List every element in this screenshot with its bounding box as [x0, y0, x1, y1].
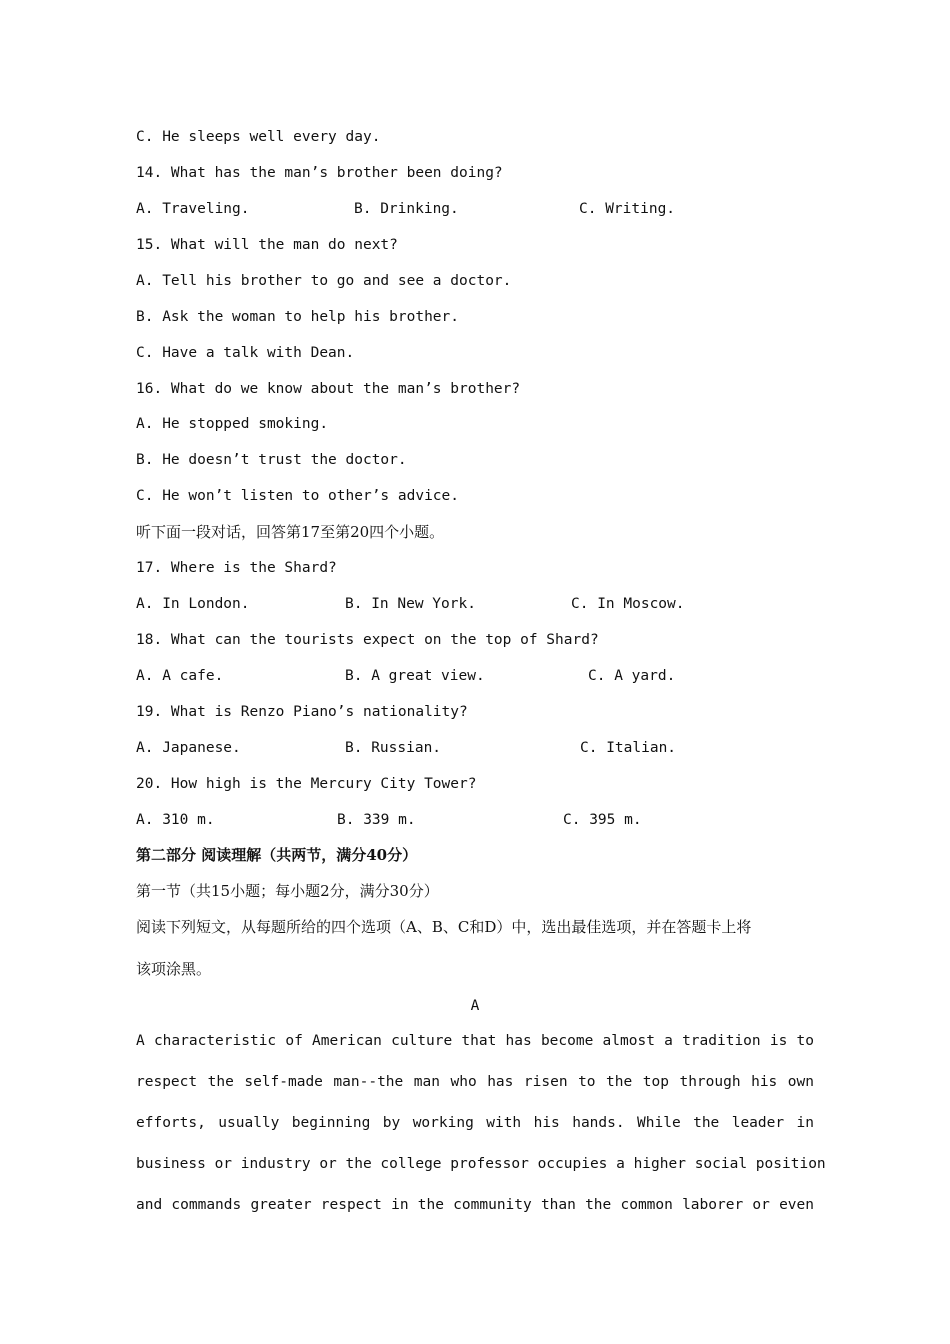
- passage-line: and commands greater respect in the community than the common laborer or even: [136, 1197, 814, 1213]
- q19-option-a: A. Japanese.: [136, 740, 241, 756]
- q16-question: 16. What do we know about the man’s brother?: [136, 381, 521, 397]
- q20-question: 20. How high is the Mercury City Tower?: [136, 776, 477, 792]
- q15-option-c: C. Have a talk with Dean.: [136, 345, 355, 361]
- passage-line: efforts, usually beginning by working with his hands. While the leader in: [136, 1115, 814, 1131]
- q16-option-c: C. He won’t listen to other’s advice.: [136, 488, 460, 504]
- q18-question: 18. What can the tourists expect on the top of Shard?: [136, 632, 599, 648]
- q17-option-a: A. In London.: [136, 596, 250, 612]
- q19-option-c: C. Italian.: [580, 740, 677, 756]
- q20-option-b: B. 339 m.: [337, 812, 416, 828]
- q14-option-a: A. Traveling.: [136, 201, 250, 217]
- q20-option-c: C. 395 m.: [563, 812, 642, 828]
- q19-question: 19. What is Renzo Piano’s nationality?: [136, 704, 468, 720]
- q15-question: 15. What will the man do next?: [136, 237, 398, 253]
- part2-heading: 第二部分 阅读理解（共两节，满分40分）: [136, 846, 418, 864]
- q17-question: 17. Where is the Shard?: [136, 560, 337, 576]
- q15-option-b: B. Ask the woman to help his brother.: [136, 309, 460, 325]
- q17-option-c: C. In Moscow.: [571, 596, 685, 612]
- reading-instructions-line2: 该项涂黑。: [136, 960, 212, 978]
- reading-instructions-line1: 阅读下列短文，从每题所给的四个选项（A、B、C和D）中，选出最佳选项，并在答题卡上将: [136, 918, 752, 936]
- listening-instruction: 听下面一段对话，回答第17至第20四个小题。: [136, 523, 445, 541]
- q18-option-c: C. A yard.: [588, 668, 676, 684]
- q20-option-a: A. 310 m.: [136, 812, 215, 828]
- q18-option-b: B. A great view.: [345, 668, 485, 684]
- passage-line: respect the self-made man--the man who has risen to the top through his own: [136, 1074, 814, 1090]
- q19-option-b: B. Russian.: [345, 740, 442, 756]
- q14-option-b: B. Drinking.: [354, 201, 459, 217]
- q16-option-b: B. He doesn’t trust the doctor.: [136, 452, 407, 468]
- q15-option-a: A. Tell his brother to go and see a doctor.: [136, 273, 512, 289]
- passage-line: business or industry or the college professor occupies a higher social position: [136, 1156, 826, 1172]
- q18-option-a: A. A cafe.: [136, 668, 224, 684]
- q14-question: 14. What has the man’s brother been doing?: [136, 165, 503, 181]
- q13-option-c: C. He sleeps well every day.: [136, 129, 381, 145]
- passage-label: A: [470, 998, 480, 1014]
- passage-line: A characteristic of American culture that has become almost a tradition is to: [136, 1033, 814, 1049]
- q16-option-a: A. He stopped smoking.: [136, 416, 329, 432]
- q17-option-b: B. In New York.: [345, 596, 476, 612]
- section1-heading: 第一节（共15小题；每小题2分，满分30分）: [136, 882, 439, 900]
- q14-option-c: C. Writing.: [579, 201, 676, 217]
